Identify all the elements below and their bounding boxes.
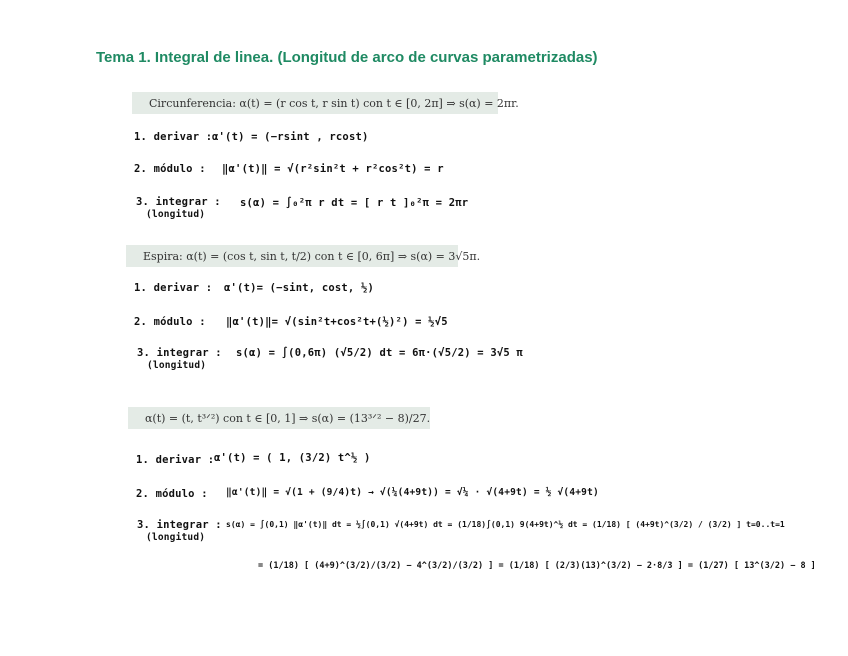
step-label: 3. integrar : <box>137 519 222 531</box>
step-label: 2. módulo : <box>134 163 206 175</box>
step-label: 2. módulo : <box>136 488 208 500</box>
section-header-curva <box>128 407 430 429</box>
step-sublabel: (longitud) <box>147 360 207 371</box>
step-expression: α'(t) = (−rsint , rcost) <box>212 131 369 143</box>
step-sublabel: (longitud) <box>146 532 206 543</box>
step-expression: s(α) = ∫₀²π r dt = [ r t ]₀²π = 2πr <box>240 197 469 209</box>
step-expression: ‖α'(t)‖ = √(r²sin²t + r²cos²t) = r <box>222 163 444 175</box>
page-title: Tema 1. Integral de linea. (Longitud de arco de curvas parametrizadas) <box>96 49 598 66</box>
step-expression: α'(t)= (−sint, cost, ½) <box>224 282 374 294</box>
section-header-espira <box>126 245 481 267</box>
section-header-circunferencia <box>132 92 519 114</box>
section-header-text: Circunferencia: α(t) = (r cos t, r sin t) con t ∈ [0, 2π] ⇒ s(α) = 2πr. <box>149 96 519 110</box>
step-expression: s(α) = ∫(0,6π) (√5/2) dt = 6π·(√5/2) = 3√5 π <box>236 347 523 359</box>
step-label: 1. derivar : <box>136 454 215 466</box>
step-label: 1. derivar : <box>134 131 213 143</box>
step-label: 2. módulo : <box>134 316 206 328</box>
section-header-text: Espira: α(t) = (cos t, sin t, t/2) con t ∈ [0, 6π] ⇒ s(α) = 3√5π. <box>143 249 481 263</box>
step-expression: α'(t) = ( 1, (3/2) t^½ ) <box>214 452 371 464</box>
step-label: 3. integrar : <box>137 347 222 359</box>
step-label: 3. integrar : <box>136 196 221 208</box>
step-expression: s(α) = ∫(0,1) ‖α'(t)‖ dt = ½∫(0,1) √(4+9t) dt = (1/18)∫(0,1) 9(4+9t)^½ dt = (1/18) [ (4+9t)^(3/2) / (3/2) ] t=0..t=1 <box>226 520 785 529</box>
step-sublabel: (longitud) <box>146 209 206 220</box>
step-expression: ‖α'(t)‖ = √(1 + (9/4)t) → √(¼(4+9t)) = √¼ · √(4+9t) = ½ √(4+9t) <box>226 487 599 498</box>
step-label: 1. derivar : <box>134 282 213 294</box>
step-expression-continued: = (1/18) [ (4+9)^(3/2)/(3/2) − 4^(3/2)/(3/2) ] = (1/18) [ (2/3)(13)^(3/2) − 2·8/3 ] = (1/27) [ 13^(3/2) − 8 ] <box>258 561 816 571</box>
step-expression: ‖α'(t)‖= √(sin²t+cos²t+(½)²) = ½√5 <box>226 316 448 328</box>
section-header-text: α(t) = (t, t³ᐟ²) con t ∈ [0, 1] ⇒ s(α) = (13³ᐟ² − 8)/27. <box>145 411 431 425</box>
